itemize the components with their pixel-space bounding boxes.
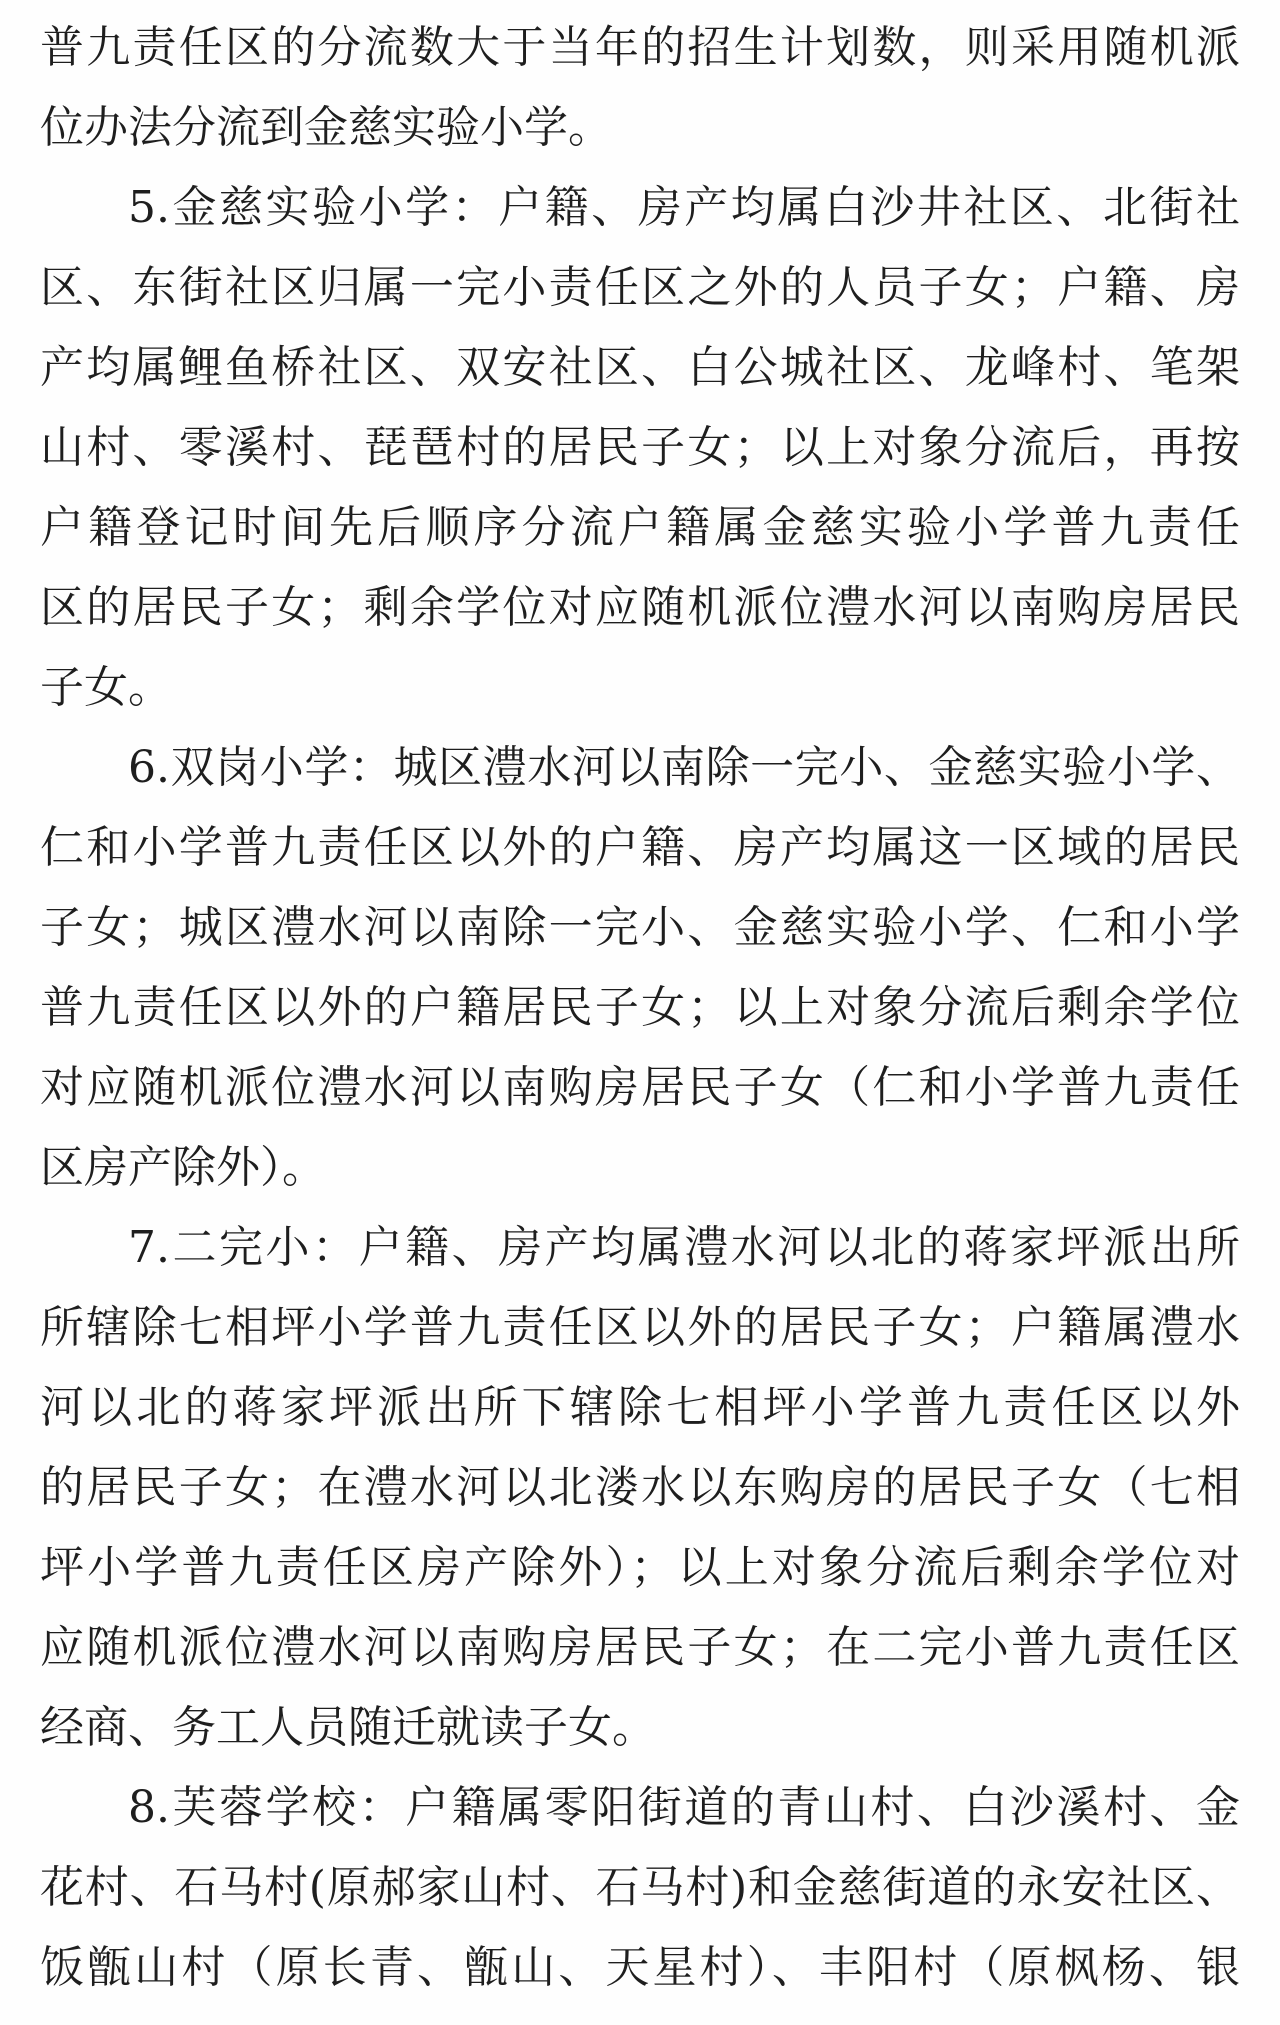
paragraph-5-start: 5.金慈实验小学：户籍、房产均属白沙井社区、北街社: [128, 182, 1240, 233]
text-line: 应随机派位澧水河以南购房居民子女；在二完小普九责任区: [40, 1622, 1240, 1673]
text-line: 经商、务工人员随迁就读子女。: [40, 1702, 656, 1753]
text-line: 普九责任区的分流数大于当年的招生计划数，则采用随机派: [40, 22, 1240, 73]
text-line: 所辖除七相坪小学普九责任区以外的居民子女；户籍属澧水: [40, 1302, 1240, 1353]
text-line: 仁和小学普九责任区以外的户籍、房产均属这一区域的居民: [40, 822, 1240, 873]
text-line: 对应随机派位澧水河以南购房居民子女（仁和小学普九责任: [40, 1062, 1240, 1113]
text-line: 区、东街社区归属一完小责任区之外的人员子女；户籍、房: [40, 262, 1240, 313]
text-line: 普九责任区以外的户籍居民子女；以上对象分流后剩余学位: [40, 982, 1240, 1033]
text-line: 花村、石马村(原郝家山村、石马村)和金慈街道的永安社区、: [40, 1862, 1240, 1913]
text-line: 河以北的蒋家坪派出所下辖除七相坪小学普九责任区以外: [40, 1382, 1240, 1433]
text-line: 子女；城区澧水河以南除一完小、金慈实验小学、仁和小学: [40, 902, 1240, 953]
paragraph-6-start: 6.双岗小学：城区澧水河以南除一完小、金慈实验小学、: [128, 742, 1240, 793]
text-line: 的居民子女；在澧水河以北溇水以东购房的居民子女（七相: [40, 1462, 1240, 1513]
text-line: 坪小学普九责任区房产除外）；以上对象分流后剩余学位对: [40, 1542, 1240, 1593]
text-line: 区的居民子女；剩余学位对应随机派位澧水河以南购房居民: [40, 582, 1240, 633]
paragraph-7-start: 7.二完小：户籍、房产均属澧水河以北的蒋家坪派出所: [128, 1222, 1240, 1273]
paragraph-8-start: 8.芙蓉学校：户籍属零阳街道的青山村、白沙溪村、金: [128, 1782, 1240, 1833]
text-line: 产均属鲤鱼桥社区、双安社区、白公城社区、龙峰村、笔架: [40, 342, 1240, 393]
text-line: 区房产除外）。: [40, 1142, 326, 1193]
text-line: 山村、零溪村、琵琶村的居民子女；以上对象分流后，再按: [40, 422, 1240, 473]
text-line: 子女。: [40, 662, 172, 713]
text-line: 位办法分流到金慈实验小学。: [40, 102, 612, 153]
text-line: 饭甑山村（原长青、甑山、天星村）、丰阳村（原枫杨、银: [40, 1942, 1240, 1993]
text-line: 户籍登记时间先后顺序分流户籍属金慈实验小学普九责任: [40, 502, 1240, 553]
